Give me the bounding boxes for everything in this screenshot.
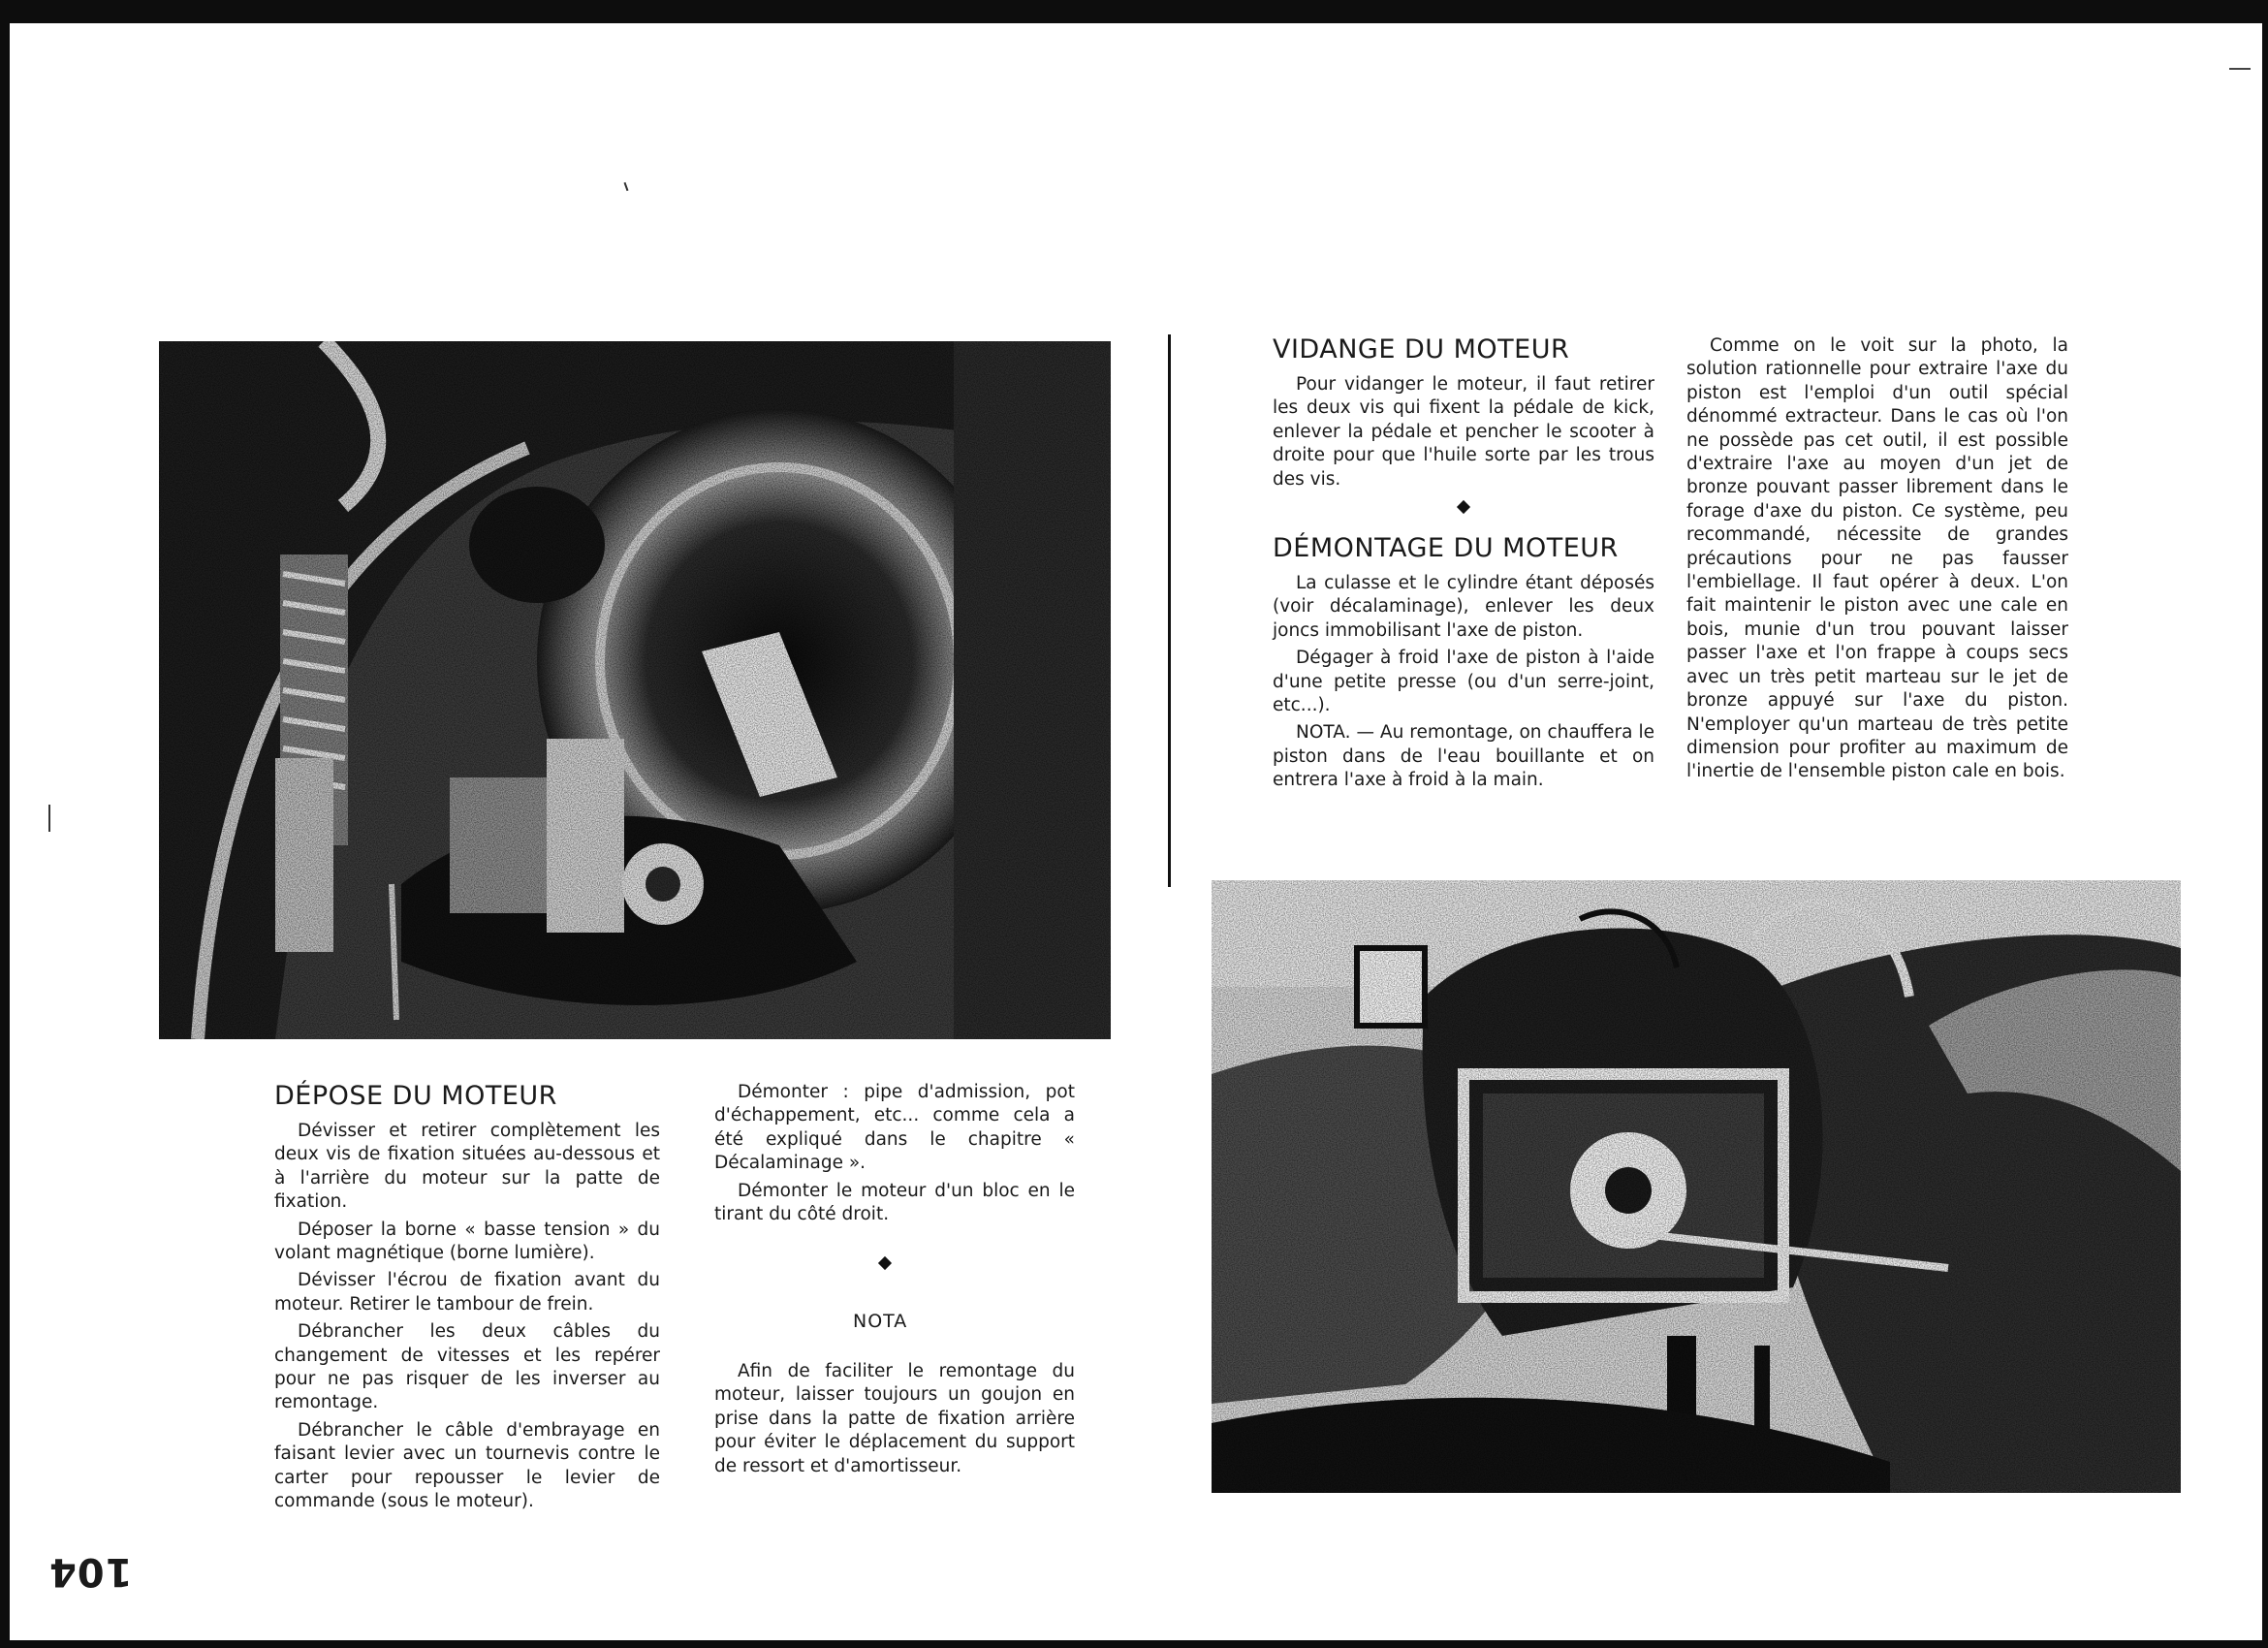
depose-continuation-paragraph: Démonter le moteur d'un bloc en le tirant du côté droit. <box>714 1180 1075 1225</box>
column-divider <box>1168 334 1171 887</box>
scan-border-top <box>0 0 2268 23</box>
demontage-heading: DÉMONTAGE DU MOTEUR <box>1273 533 1619 563</box>
section-separator-mark <box>1457 500 1470 514</box>
section-separator-mark <box>878 1256 892 1270</box>
extractor-paragraph: Comme on le voit sur la photo, la solution rationnelle pour extraire l'axe du piston est l'emploi d'un outil spécial dénommé extracteur. Dans le cas où l'on ne possède pas cet outil, il est possible d'extraire l'axe au moyen d'un jet de bronze pouvant passer librement dans le forage d'axe du piston. Ce système, peu recommandé, nécessite de grandes précautions pour ne pas fausser l'embiellage. Il faut opérer à deux. L'on fait maintenir le piston avec une cale en bois, munie d'un trou pouvant laisser passer l'axe et l'on frappe à coups secs avec un très petit marteau sur le jet de bronze appuyé sur l'axe du piston. N'employer qu'un marteau de très petite dimension pour profiter au maximum de l'inertie de l'ensemble piston cale en bois. <box>1686 335 2068 782</box>
scan-border-right <box>2262 0 2268 1648</box>
nota-paragraph: Afin de faciliter le remontage du moteur, laisser toujours un goujon en prise dans la patte de fixation arrière pour éviter le déplacement du support de ressort et d'amortisseur. <box>714 1361 1075 1476</box>
demontage-paragraph: La culasse et le cylindre étant déposés (voir décalaminage), enlever les deux joncs immobilisant l'axe de piston. <box>1273 573 1654 641</box>
page-number: 104 <box>48 1549 133 1594</box>
depose-paragraph: Débrancher le câble d'embrayage en faisant levier avec un tournevis contre le carter pour repousser le levier de commande (sous le moteur). <box>274 1419 660 1512</box>
depose-paragraph: Dévisser et retirer complètement les deux vis de fixation situées au-dessous et à l'arrière du moteur sur la patte de fixation. <box>274 1121 660 1213</box>
depose-column-2 <box>714 1081 1075 1230</box>
engine-photo-piston-extractor <box>1212 880 2181 1493</box>
depose-paragraph: Débrancher les deux câbles du changement de vitesses et les repérer pour ne pas risquer de les inverser au remontage. <box>274 1321 660 1413</box>
engine-photo-brake-drum <box>159 341 1111 1039</box>
scan-border-left <box>0 0 10 1648</box>
depose-column-1 <box>274 1120 660 1518</box>
depose-paragraph: Déposer la borne « basse tension » du volant magnétique (borne lumière). <box>274 1219 660 1264</box>
demontage-paragraph: NOTA. — Au remontage, on chauffera le piston dans de l'eau bouillante et on entrera l'axe à froid à la main. <box>1273 722 1654 791</box>
scan-side-mark <box>48 805 50 832</box>
depose-continuation-paragraph: Démonter : pipe d'admission, pot d'échappement, etc... comme cela a été expliqué dans le chapitre « Décalaminage ». <box>714 1082 1075 1174</box>
vidange-paragraph: Pour vidanger le moteur, il faut retirer les deux vis qui fixent la pédale de kick, enlever la pédale et pencher le scooter à droite pour que l'huile sorte par les trous des vis. <box>1273 374 1654 490</box>
demontage-paragraph: Dégager à froid l'axe de piston à l'aide d'une petite presse (ou d'un serre-joint, etc...). <box>1273 648 1654 716</box>
vidange-text-block <box>1273 373 1654 495</box>
scan-edge-mark <box>2229 68 2251 70</box>
scan-border-bottom <box>0 1640 2268 1648</box>
right-column-text-block <box>1686 334 2068 788</box>
demontage-text-block <box>1273 572 1654 797</box>
nota-text-block <box>714 1360 1075 1482</box>
depose-heading: DÉPOSE DU MOTEUR <box>274 1081 557 1111</box>
depose-paragraph: Dévisser l'écrou de fixation avant du moteur. Retirer le tambour de frein. <box>274 1270 660 1315</box>
vidange-heading: VIDANGE DU MOTEUR <box>1273 334 1570 364</box>
nota-heading: NOTA <box>853 1311 908 1332</box>
scan-speck <box>624 182 629 191</box>
